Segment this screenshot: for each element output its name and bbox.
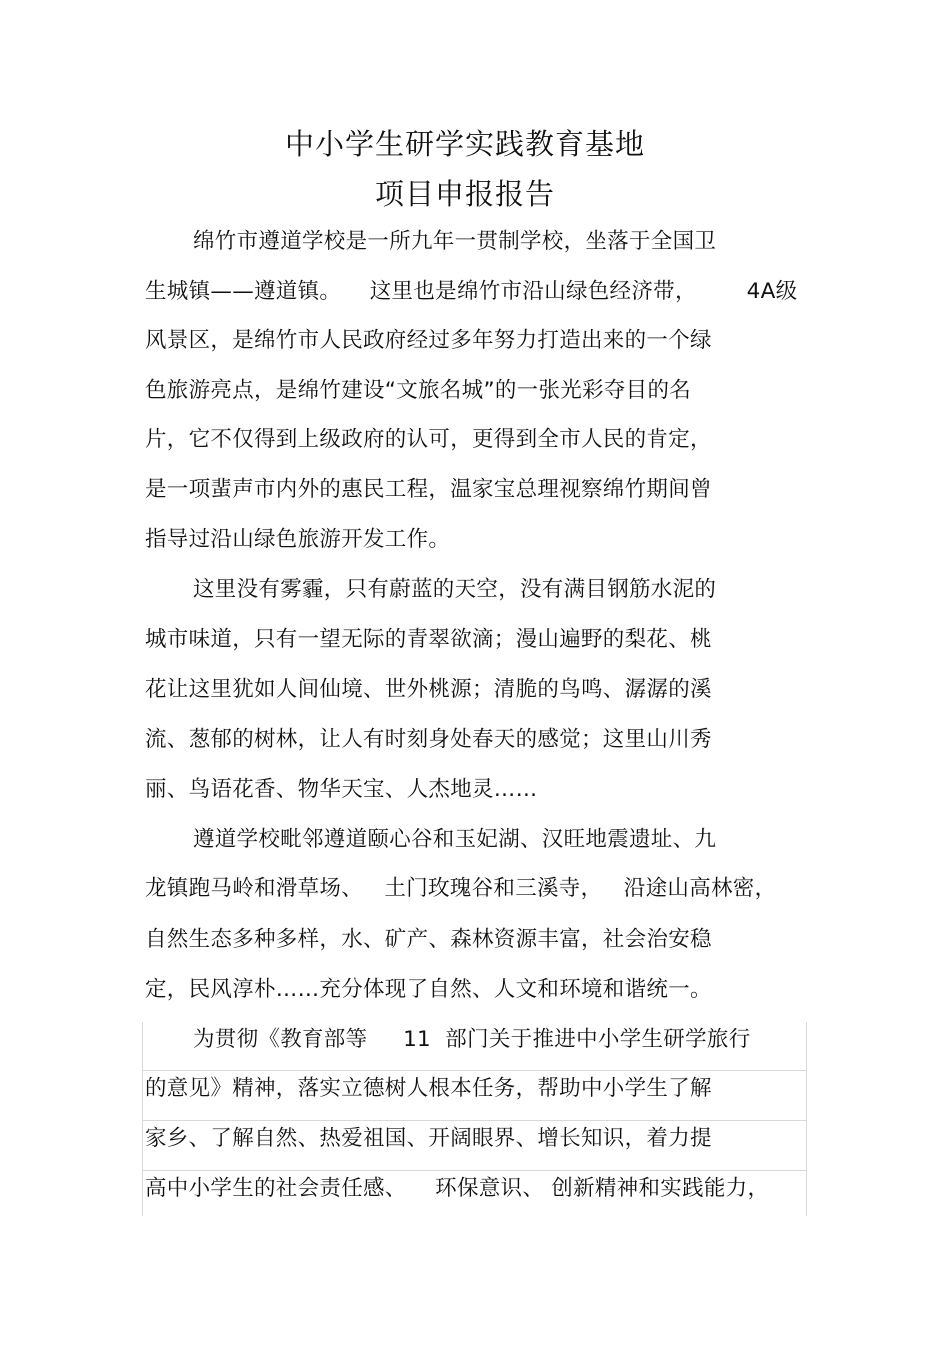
paragraph-1-line-2: 生城镇——遵道镇。 这里也是绵竹市沿山绿色经济带， 4A级 — [145, 279, 798, 304]
paragraph-3-line-3: 自然生态多种多样，水、矿产、森林资源丰富，社会治安稳 — [145, 927, 712, 952]
document-title: 中小学生研学实践教育基地 — [284, 127, 645, 161]
paragraph-3-line-4: 定，民风淳朴……充分体现了自然、人文和环境和谐统一。 — [145, 977, 712, 1002]
frame-rule-row-3 — [142, 1170, 807, 1171]
paragraph-2-line-5: 丽、鸟语花香、物华天宝、人杰地灵…… — [145, 777, 538, 802]
frame-rule-right — [806, 1022, 807, 1216]
document-subtitle: 项目申报报告 — [374, 177, 555, 211]
paragraph-2-line-4: 流、葱郁的树林，让人有时刻身处春天的感觉；这里山川秀 — [145, 727, 712, 752]
frame-rule-row-2 — [142, 1120, 807, 1121]
paragraph-1-line-3: 风景区，是绵竹市人民政府经过多年努力打造出来的一个绿 — [145, 328, 712, 353]
paragraph-4-line-4: 高中小学生的社会责任感、 环保意识、 创新精神和实践能力， — [145, 1176, 770, 1201]
paragraph-1-line-5: 片，它不仅得到上级政府的认可，更得到全市人民的肯定， — [145, 427, 712, 452]
paragraph-3-line-2: 龙镇跑马岭和滑草场、 土门玫瑰谷和三溪寺， 沿途山高林密， — [145, 876, 777, 901]
paragraph-2-line-3: 花让这里犹如人间仙境、世外桃源；清脆的鸟鸣、潺潺的溪 — [145, 677, 712, 702]
paragraph-1-line-4: 色旅游亮点，是绵竹建设“文旅名城”的一张光彩夺目的名 — [145, 378, 692, 403]
paragraph-2-line-2: 城市味道，只有一望无际的青翠欲滴；漫山遍野的梨花、桃 — [145, 627, 712, 652]
paragraph-4-line-1: 为贯彻《教育部等 11 部门关于推进中小学生研学旅行 — [193, 1027, 751, 1052]
paragraph-1-line-1: 绵竹市遵道学校是一所九年一贯制学校，坐落于全国卫 — [193, 229, 717, 254]
paragraph-1-line-7: 指导过沿山绿色旅游开发工作。 — [145, 527, 451, 552]
paragraph-2-line-1: 这里没有雾霾，只有蔚蓝的天空，没有满目钢筋水泥的 — [193, 577, 717, 602]
paragraph-3-line-1: 遵道学校毗邻遵道颐心谷和玉妃湖、汉旺地震遗址、九 — [193, 827, 717, 852]
frame-rule-left — [142, 1022, 143, 1216]
paragraph-4-line-2: 的意见》精神，落实立德树人根本任务，帮助中小学生了解 — [145, 1076, 712, 1101]
frame-rule-row-1 — [142, 1070, 807, 1071]
paragraph-1-line-6: 是一项蜚声市内外的惠民工程，温家宝总理视察绵竹期间曾 — [145, 477, 712, 502]
paragraph-4-line-3: 家乡、了解自然、热爱祖国、开阔眼界、增长知识，着力提 — [145, 1126, 712, 1151]
